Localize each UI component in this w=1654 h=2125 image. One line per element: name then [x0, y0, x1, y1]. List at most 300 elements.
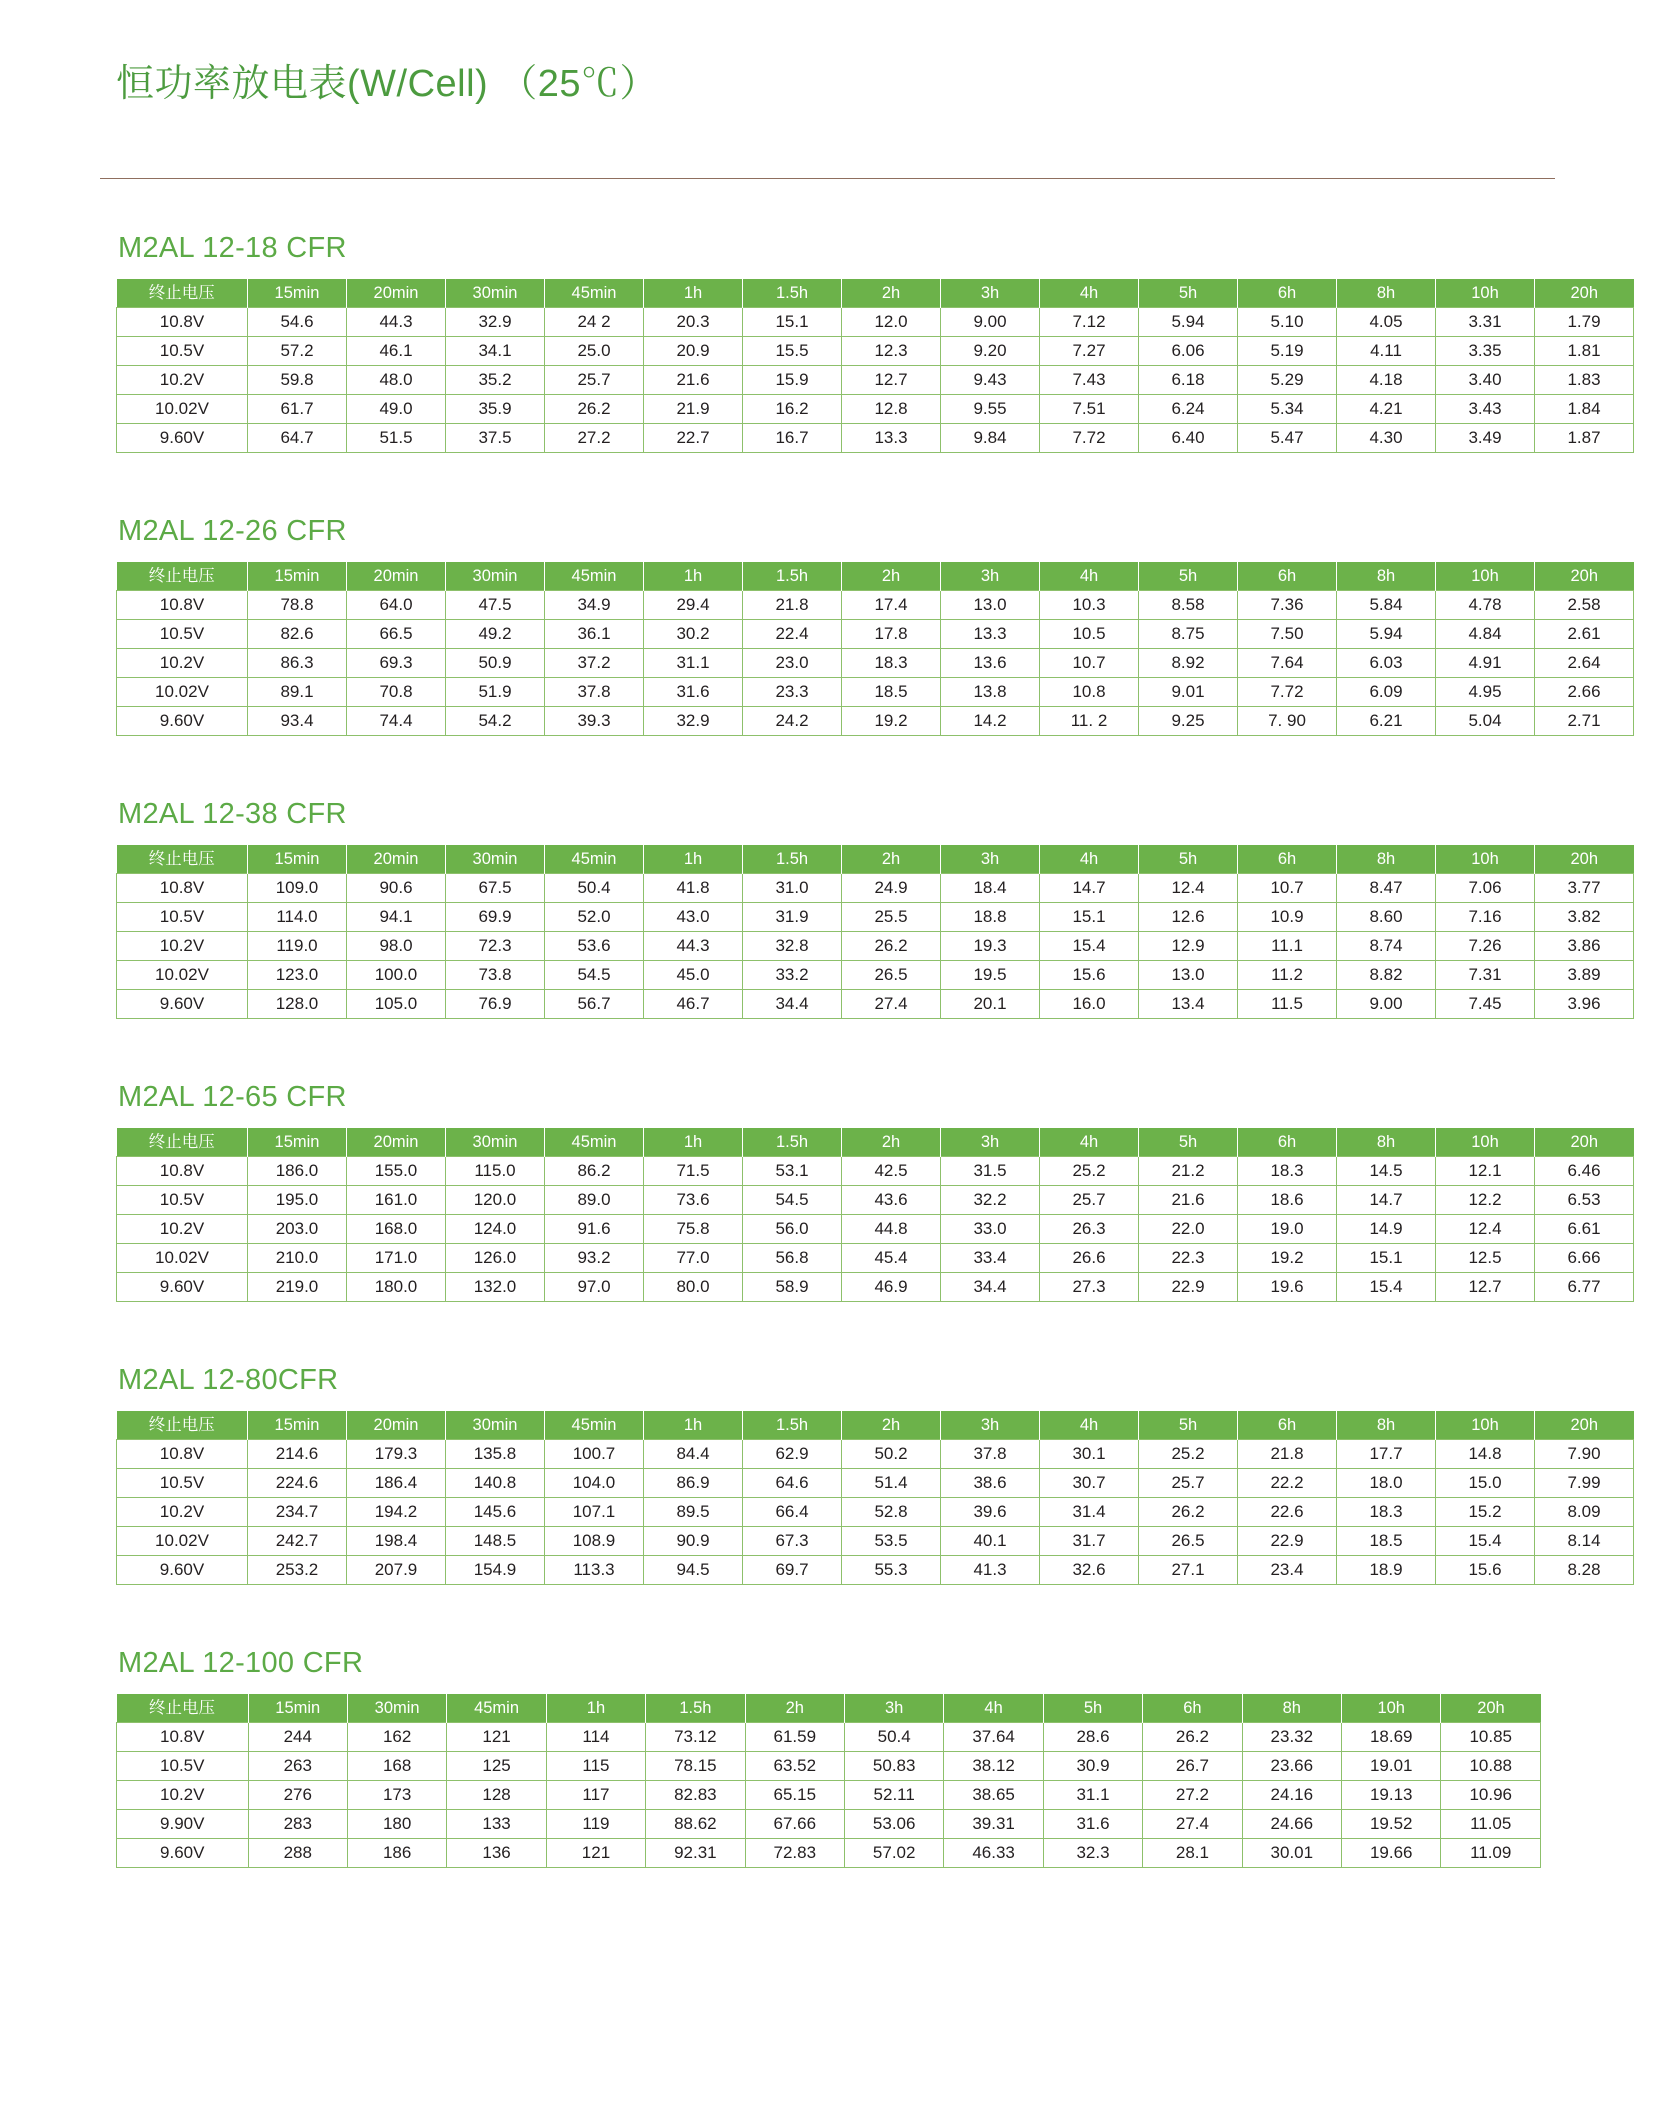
data-cell: 6.66: [1535, 1244, 1634, 1273]
cutoff-voltage-cell: 10.02V: [117, 961, 248, 990]
data-cell: 22.7: [644, 424, 743, 453]
table-row: [117, 1215, 1634, 1244]
data-cell: 53.6: [545, 932, 644, 961]
data-cell: 253.2: [248, 1556, 347, 1585]
data-cell: 171.0: [347, 1244, 446, 1273]
block-spacer: [0, 1019, 1654, 1081]
data-cell: 31.6: [644, 678, 743, 707]
data-cell: 6.09: [1337, 678, 1436, 707]
data-cell: 8.60: [1337, 903, 1436, 932]
data-cell: 93.2: [545, 1244, 644, 1273]
data-cell: 47.5: [446, 591, 545, 620]
data-cell: 19.13: [1342, 1781, 1441, 1810]
table-row: [117, 1556, 1634, 1585]
data-cell: 10.3: [1040, 591, 1139, 620]
data-cell: 18.3: [1238, 1157, 1337, 1186]
data-cell: 86.3: [248, 649, 347, 678]
table-row: [117, 620, 1634, 649]
data-cell: 64.0: [347, 591, 446, 620]
data-cell: 24.16: [1242, 1781, 1341, 1810]
column-header: 3h: [941, 1411, 1040, 1440]
data-cell: 186.0: [248, 1157, 347, 1186]
data-cell: 12.4: [1436, 1215, 1535, 1244]
cutoff-voltage-cell: 10.2V: [117, 1498, 248, 1527]
column-header: 10h: [1436, 279, 1535, 308]
table-row: [117, 308, 1634, 337]
data-cell: 7.45: [1436, 990, 1535, 1019]
data-cell: 15.2: [1436, 1498, 1535, 1527]
data-cell: 22.0: [1139, 1215, 1238, 1244]
data-cell: 6.61: [1535, 1215, 1634, 1244]
data-cell: 173: [347, 1781, 446, 1810]
data-cell: 161.0: [347, 1186, 446, 1215]
table-row: [117, 1244, 1634, 1273]
cutoff-voltage-cell: 10.8V: [117, 308, 248, 337]
data-cell: 19.5: [941, 961, 1040, 990]
data-cell: 94.5: [644, 1556, 743, 1585]
table-block: [0, 798, 1654, 1081]
data-cell: 154.9: [446, 1556, 545, 1585]
column-header: 5h: [1043, 1694, 1142, 1723]
data-cell: 5.29: [1238, 366, 1337, 395]
table-title: M2AL 12-18 CFR: [118, 232, 347, 264]
data-cell: 82.6: [248, 620, 347, 649]
data-cell: 26.7: [1143, 1752, 1242, 1781]
column-header: 8h: [1337, 279, 1436, 308]
table-row: [117, 1273, 1634, 1302]
data-cell: 8.82: [1337, 961, 1436, 990]
data-cell: 18.6: [1238, 1186, 1337, 1215]
cutoff-voltage-cell: 10.5V: [117, 1469, 248, 1498]
cutoff-voltage-cell: 10.8V: [117, 874, 248, 903]
data-cell: 38.6: [941, 1469, 1040, 1498]
data-cell: 21.6: [644, 366, 743, 395]
column-header: 6h: [1238, 845, 1337, 874]
data-cell: 114.0: [248, 903, 347, 932]
data-cell: 15.6: [1040, 961, 1139, 990]
table-row: [117, 395, 1634, 424]
column-header: 1h: [644, 279, 743, 308]
data-cell: 48.0: [347, 366, 446, 395]
data-cell: 6.21: [1337, 707, 1436, 736]
data-cell: 8.47: [1337, 874, 1436, 903]
cutoff-voltage-cell: 10.02V: [117, 1527, 248, 1556]
data-cell: 90.9: [644, 1527, 743, 1556]
data-cell: 38.12: [944, 1752, 1043, 1781]
table-row: [117, 1440, 1634, 1469]
data-cell: 7.51: [1040, 395, 1139, 424]
column-header: 终止电压: [117, 1128, 248, 1157]
column-header: 15min: [248, 845, 347, 874]
data-cell: 198.4: [347, 1527, 446, 1556]
data-cell: 8.14: [1535, 1527, 1634, 1556]
data-cell: 65.15: [745, 1781, 844, 1810]
data-cell: 39.31: [944, 1810, 1043, 1839]
data-cell: 3.43: [1436, 395, 1535, 424]
data-cell: 7.16: [1436, 903, 1535, 932]
data-cell: 8.74: [1337, 932, 1436, 961]
column-header: 15min: [248, 279, 347, 308]
discharge-table: [116, 1411, 1634, 1585]
table-title: M2AL 12-100 CFR: [118, 1647, 364, 1679]
data-cell: 15.1: [1040, 903, 1139, 932]
data-cell: 26.2: [1139, 1498, 1238, 1527]
data-cell: 82.83: [646, 1781, 745, 1810]
cutoff-voltage-cell: 9.60V: [117, 1556, 248, 1585]
data-cell: 9.00: [941, 308, 1040, 337]
table-block: [0, 1364, 1654, 1647]
data-cell: 26.2: [1143, 1723, 1242, 1752]
data-cell: 14.5: [1337, 1157, 1436, 1186]
data-cell: 120.0: [446, 1186, 545, 1215]
data-cell: 9.84: [941, 424, 1040, 453]
data-cell: 4.91: [1436, 649, 1535, 678]
column-header: 1.5h: [743, 845, 842, 874]
data-cell: 21.8: [743, 591, 842, 620]
column-header: 15min: [248, 1128, 347, 1157]
data-cell: 35.2: [446, 366, 545, 395]
data-cell: 2.66: [1535, 678, 1634, 707]
data-cell: 6.24: [1139, 395, 1238, 424]
data-cell: 18.4: [941, 874, 1040, 903]
data-cell: 288: [248, 1839, 347, 1868]
table-row: [117, 961, 1634, 990]
cutoff-voltage-cell: 10.2V: [117, 1215, 248, 1244]
data-cell: 31.5: [941, 1157, 1040, 1186]
data-cell: 7.36: [1238, 591, 1337, 620]
data-cell: 39.3: [545, 707, 644, 736]
data-cell: 53.5: [842, 1527, 941, 1556]
data-cell: 24.9: [842, 874, 941, 903]
discharge-table: [116, 1694, 1541, 1868]
cutoff-voltage-cell: 9.60V: [117, 1839, 249, 1868]
data-cell: 12.8: [842, 395, 941, 424]
table-title: M2AL 12-65 CFR: [118, 1081, 347, 1113]
data-cell: 34.9: [545, 591, 644, 620]
data-cell: 73.12: [646, 1723, 745, 1752]
data-cell: 69.9: [446, 903, 545, 932]
data-cell: 148.5: [446, 1527, 545, 1556]
data-cell: 13.6: [941, 649, 1040, 678]
table-row: [117, 649, 1634, 678]
data-cell: 214.6: [248, 1440, 347, 1469]
data-cell: 19.01: [1342, 1752, 1441, 1781]
data-cell: 43.0: [644, 903, 743, 932]
data-cell: 19.6: [1238, 1273, 1337, 1302]
cutoff-voltage-cell: 10.2V: [117, 366, 248, 395]
data-cell: 25.0: [545, 337, 644, 366]
data-cell: 41.8: [644, 874, 743, 903]
data-cell: 61.59: [745, 1723, 844, 1752]
cutoff-voltage-cell: 10.5V: [117, 1186, 248, 1215]
data-cell: 25.2: [1040, 1157, 1139, 1186]
data-cell: 29.4: [644, 591, 743, 620]
data-cell: 12.3: [842, 337, 941, 366]
cutoff-voltage-cell: 10.2V: [117, 1781, 249, 1810]
table-row: [117, 1839, 1541, 1868]
data-cell: 31.9: [743, 903, 842, 932]
data-cell: 52.0: [545, 903, 644, 932]
table-header-row: [117, 1694, 1541, 1723]
data-cell: 30.9: [1043, 1752, 1142, 1781]
data-cell: 27.2: [1143, 1781, 1242, 1810]
column-header: 终止电压: [117, 1411, 248, 1440]
data-cell: 124.0: [446, 1215, 545, 1244]
data-cell: 63.52: [745, 1752, 844, 1781]
data-cell: 33.4: [941, 1244, 1040, 1273]
page-title: 恒功率放电表(W/Cell) （25℃）: [116, 63, 659, 105]
data-cell: 234.7: [248, 1498, 347, 1527]
data-cell: 3.49: [1436, 424, 1535, 453]
block-spacer: [0, 1302, 1654, 1364]
table-row: [117, 1752, 1541, 1781]
column-header: 终止电压: [117, 279, 248, 308]
data-cell: 9.55: [941, 395, 1040, 424]
data-cell: 52.11: [844, 1781, 943, 1810]
data-cell: 30.01: [1242, 1839, 1341, 1868]
data-cell: 15.5: [743, 337, 842, 366]
data-cell: 57.2: [248, 337, 347, 366]
block-spacer: [0, 453, 1654, 515]
data-cell: 39.6: [941, 1498, 1040, 1527]
data-cell: 7.27: [1040, 337, 1139, 366]
data-cell: 21.2: [1139, 1157, 1238, 1186]
table-row: [117, 1810, 1541, 1839]
data-cell: 26.5: [1139, 1527, 1238, 1556]
column-header: 20h: [1535, 1411, 1634, 1440]
data-cell: 18.3: [842, 649, 941, 678]
table-row: [117, 366, 1634, 395]
column-header: 8h: [1337, 562, 1436, 591]
column-header: 10h: [1436, 1411, 1535, 1440]
data-cell: 86.9: [644, 1469, 743, 1498]
column-header: 1.5h: [743, 562, 842, 591]
data-cell: 31.1: [1043, 1781, 1142, 1810]
data-cell: 126.0: [446, 1244, 545, 1273]
data-cell: 8.58: [1139, 591, 1238, 620]
cutoff-voltage-cell: 10.8V: [117, 1440, 248, 1469]
data-cell: 56.7: [545, 990, 644, 1019]
data-cell: 23.66: [1242, 1752, 1341, 1781]
cutoff-voltage-cell: 9.90V: [117, 1810, 249, 1839]
column-header: 45min: [447, 1694, 546, 1723]
data-cell: 93.4: [248, 707, 347, 736]
data-cell: 6.06: [1139, 337, 1238, 366]
column-header: 15min: [248, 1411, 347, 1440]
column-header: 4h: [1040, 279, 1139, 308]
data-cell: 1.79: [1535, 308, 1634, 337]
data-cell: 31.7: [1040, 1527, 1139, 1556]
data-cell: 15.4: [1040, 932, 1139, 961]
table-row: [117, 337, 1634, 366]
data-cell: 34.1: [446, 337, 545, 366]
table-header-row: [117, 845, 1634, 874]
data-cell: 45.4: [842, 1244, 941, 1273]
data-cell: 15.9: [743, 366, 842, 395]
data-cell: 115: [546, 1752, 645, 1781]
column-header: 10h: [1342, 1694, 1441, 1723]
data-cell: 70.8: [347, 678, 446, 707]
column-header: 8h: [1337, 1128, 1436, 1157]
data-cell: 28.1: [1143, 1839, 1242, 1868]
data-cell: 10.7: [1238, 874, 1337, 903]
data-cell: 30.7: [1040, 1469, 1139, 1498]
data-cell: 7.99: [1535, 1469, 1634, 1498]
column-header: 1h: [644, 1411, 743, 1440]
data-cell: 18.9: [1337, 1556, 1436, 1585]
data-cell: 49.0: [347, 395, 446, 424]
cutoff-voltage-cell: 10.02V: [117, 678, 248, 707]
data-cell: 15.6: [1436, 1556, 1535, 1585]
data-cell: 91.6: [545, 1215, 644, 1244]
column-header: 8h: [1337, 1411, 1436, 1440]
data-cell: 72.3: [446, 932, 545, 961]
data-cell: 7.90: [1535, 1440, 1634, 1469]
column-header: 10h: [1436, 845, 1535, 874]
data-cell: 78.15: [646, 1752, 745, 1781]
cutoff-voltage-cell: 10.8V: [117, 591, 248, 620]
column-header: 1h: [644, 845, 743, 874]
data-cell: 21.8: [1238, 1440, 1337, 1469]
data-cell: 16.0: [1040, 990, 1139, 1019]
data-cell: 69.3: [347, 649, 446, 678]
data-cell: 13.8: [941, 678, 1040, 707]
data-cell: 23.3: [743, 678, 842, 707]
data-cell: 12.0: [842, 308, 941, 337]
data-cell: 32.2: [941, 1186, 1040, 1215]
data-cell: 77.0: [644, 1244, 743, 1273]
data-cell: 20.1: [941, 990, 1040, 1019]
data-cell: 69.7: [743, 1556, 842, 1585]
data-cell: 121: [546, 1839, 645, 1868]
data-cell: 30.2: [644, 620, 743, 649]
column-header: 1.5h: [743, 279, 842, 308]
data-cell: 67.3: [743, 1527, 842, 1556]
data-cell: 15.1: [1337, 1244, 1436, 1273]
data-cell: 5.19: [1238, 337, 1337, 366]
data-cell: 64.7: [248, 424, 347, 453]
data-cell: 4.11: [1337, 337, 1436, 366]
table-block: [0, 515, 1654, 798]
data-cell: 92.31: [646, 1839, 745, 1868]
data-cell: 17.8: [842, 620, 941, 649]
data-cell: 11.1: [1238, 932, 1337, 961]
cutoff-voltage-cell: 10.5V: [117, 337, 248, 366]
data-cell: 7.43: [1040, 366, 1139, 395]
data-cell: 7.64: [1238, 649, 1337, 678]
data-cell: 125: [447, 1752, 546, 1781]
block-spacer: [0, 1585, 1654, 1647]
table-row: [117, 1723, 1541, 1752]
data-cell: 22.9: [1238, 1527, 1337, 1556]
data-cell: 8.75: [1139, 620, 1238, 649]
cutoff-voltage-cell: 9.60V: [117, 990, 248, 1019]
data-cell: 8.92: [1139, 649, 1238, 678]
column-header: 2h: [842, 1128, 941, 1157]
column-header: 4h: [1040, 1411, 1139, 1440]
data-cell: 6.03: [1337, 649, 1436, 678]
data-cell: 9.43: [941, 366, 1040, 395]
table-row: [117, 424, 1634, 453]
data-cell: 44.3: [644, 932, 743, 961]
data-cell: 27.1: [1139, 1556, 1238, 1585]
data-cell: 13.4: [1139, 990, 1238, 1019]
data-cell: 109.0: [248, 874, 347, 903]
table-header-row: [117, 1411, 1634, 1440]
column-header: 4h: [1040, 562, 1139, 591]
data-cell: 50.4: [545, 874, 644, 903]
column-header: 3h: [941, 279, 1040, 308]
data-cell: 10.9: [1238, 903, 1337, 932]
data-cell: 1.84: [1535, 395, 1634, 424]
table-header-row: [117, 1128, 1634, 1157]
data-cell: 3.82: [1535, 903, 1634, 932]
data-cell: 19.2: [842, 707, 941, 736]
data-cell: 179.3: [347, 1440, 446, 1469]
column-header: 5h: [1139, 279, 1238, 308]
data-cell: 33.0: [941, 1215, 1040, 1244]
data-cell: 7. 90: [1238, 707, 1337, 736]
data-cell: 1.87: [1535, 424, 1634, 453]
column-header: 1.5h: [743, 1128, 842, 1157]
data-cell: 12.4: [1139, 874, 1238, 903]
data-cell: 71.5: [644, 1157, 743, 1186]
data-cell: 23.32: [1242, 1723, 1341, 1752]
data-cell: 194.2: [347, 1498, 446, 1527]
cutoff-voltage-cell: 10.8V: [117, 1723, 249, 1752]
data-cell: 80.0: [644, 1273, 743, 1302]
data-cell: 14.7: [1040, 874, 1139, 903]
data-cell: 119: [546, 1810, 645, 1839]
data-cell: 53.1: [743, 1157, 842, 1186]
column-header: 30min: [446, 562, 545, 591]
cutoff-voltage-cell: 10.2V: [117, 649, 248, 678]
table-row: [117, 1186, 1634, 1215]
data-cell: 13.3: [842, 424, 941, 453]
data-cell: 57.02: [844, 1839, 943, 1868]
data-cell: 16.7: [743, 424, 842, 453]
data-cell: 72.83: [745, 1839, 844, 1868]
discharge-table: [116, 845, 1634, 1019]
data-cell: 4.30: [1337, 424, 1436, 453]
data-cell: 8.09: [1535, 1498, 1634, 1527]
data-cell: 11.2: [1238, 961, 1337, 990]
data-cell: 26.3: [1040, 1215, 1139, 1244]
data-cell: 168: [347, 1752, 446, 1781]
data-cell: 19.52: [1342, 1810, 1441, 1839]
data-cell: 98.0: [347, 932, 446, 961]
column-header: 45min: [545, 845, 644, 874]
table-row: [117, 707, 1634, 736]
data-cell: 28.6: [1043, 1723, 1142, 1752]
data-cell: 23.0: [743, 649, 842, 678]
cutoff-voltage-cell: 10.2V: [117, 932, 248, 961]
column-header: 8h: [1337, 845, 1436, 874]
data-cell: 66.5: [347, 620, 446, 649]
data-cell: 89.5: [644, 1498, 743, 1527]
block-spacer: [0, 1868, 1654, 1930]
data-cell: 46.33: [944, 1839, 1043, 1868]
cutoff-voltage-cell: 9.60V: [117, 1273, 248, 1302]
data-cell: 244: [248, 1723, 347, 1752]
data-cell: 105.0: [347, 990, 446, 1019]
data-cell: 32.9: [644, 707, 743, 736]
data-cell: 9.20: [941, 337, 1040, 366]
data-cell: 10.96: [1441, 1781, 1541, 1810]
data-cell: 180.0: [347, 1273, 446, 1302]
data-cell: 5.94: [1337, 620, 1436, 649]
data-cell: 2.64: [1535, 649, 1634, 678]
